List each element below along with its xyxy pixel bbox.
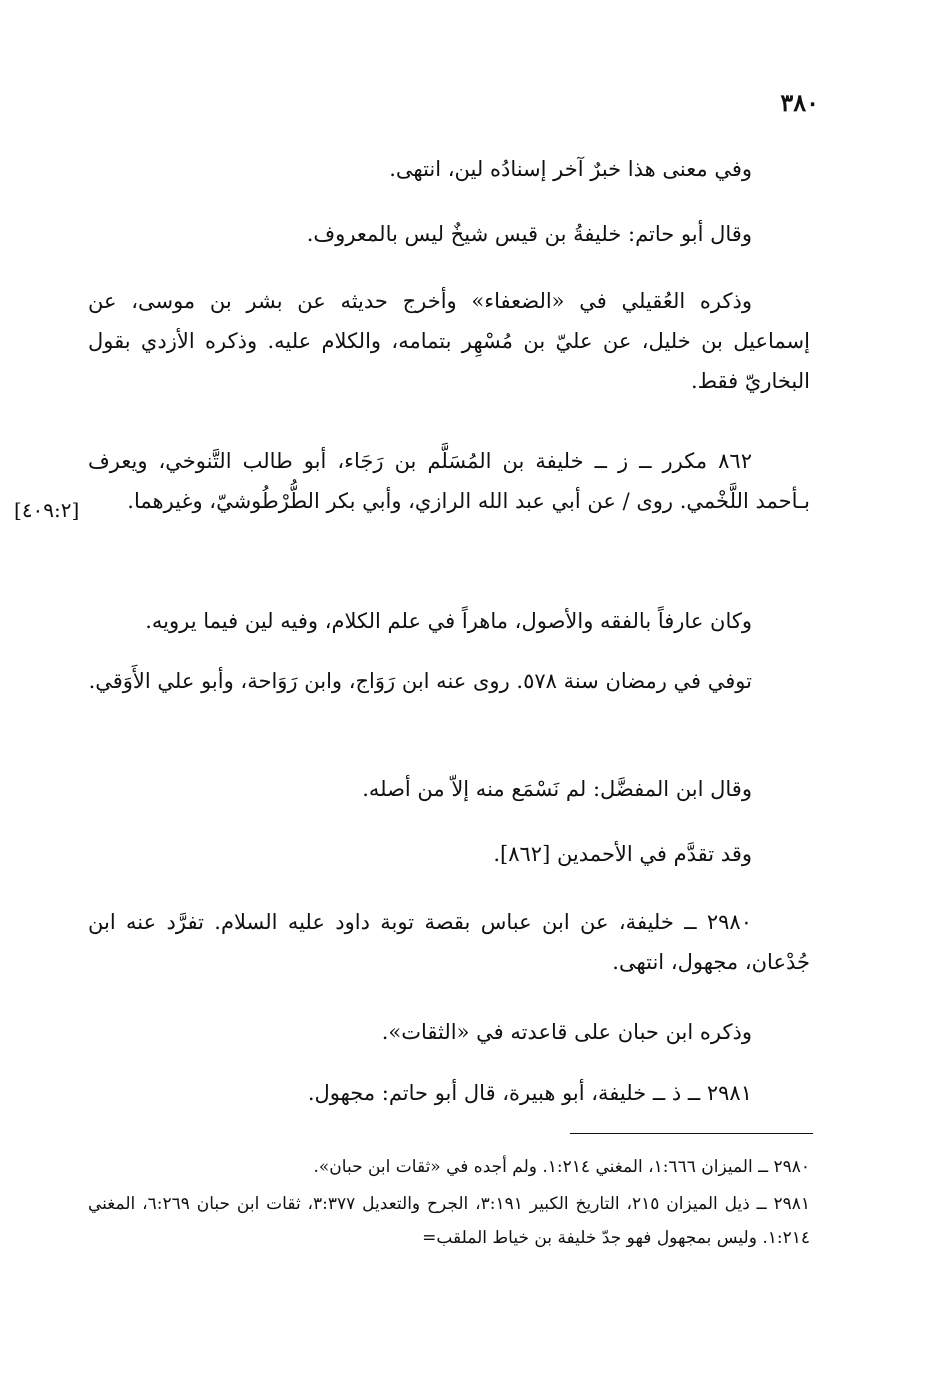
paragraph-8: وقد تقدَّم في الأحمدين [٨٦٢]. xyxy=(493,842,752,866)
footnote-divider xyxy=(570,1133,813,1134)
margin-reference: [٤٠٩:٢] xyxy=(14,498,80,522)
paragraph-2: وقال أبو حاتم: خليفةُ بن قيس شيخٌ ليس بالمعروف. xyxy=(306,222,752,246)
paragraph-11-entry-2981: ٢٩٨١ ــ ذ ــ خليفة، أبو هبيرة، قال أبو حاتم: مجهول. xyxy=(307,1081,752,1105)
paragraph-5: وكان عارفاً بالفقه والأصول، ماهراً في علم الكلام، وفيه لين فيما يرويه. xyxy=(145,609,752,633)
paragraph-3: وذكره العُقيلي في «الضعفاء» وأخرج حديثه عن بشر بن موسى، عن إسماعيل بن خليل، عن عليّ بن مُسْهِر بتمامه، والكلام عليه. وذكره الأزدي بقول البخاريّ فقط. xyxy=(88,289,810,393)
paragraph-6: توفي في رمضان سنة ٥٧٨. روى عنه ابن رَوَاج، وابن رَوَاحة، وأبو علي الأَوَقي. xyxy=(88,669,752,693)
paragraph-4-entry-862: ٨٦٢ مكرر ــ ز ــ خليفة بن المُسَلَّم بن رَجَاء، أبو طالب التَّنوخي، ويعرف بـأحمد اللَّخْمي. روى / عن أبي عبد الله الرازي، وأبي بكر الطُّرْطُوشيّ، وغيرهما. xyxy=(88,449,810,513)
paragraph-9-entry-2980: ٢٩٨٠ ــ خليفة، عن ابن عباس بقصة توبة داود عليه السلام. تفرَّد عنه ابن جُدْعان، مجهول، انتهى. xyxy=(88,910,810,974)
page-number: ٣٨٠ xyxy=(780,88,819,117)
paragraph-10: وذكره ابن حبان على قاعدته في «الثقات». xyxy=(381,1020,752,1044)
footnote-2981: ٢٩٨١ ــ ذيل الميزان ٢١٥، التاريخ الكبير ٣:١٩١، الجرح والتعديل ٣:٣٧٧، ثقات ابن حبان ٦:٢٦٩، المغني ١:٢١٤. وليس بمجهول فهو جدّ خليفة بن خياط الملقب= xyxy=(88,1194,811,1248)
footnote-2980: ٢٩٨٠ ــ الميزان ١:٦٦٦، المغني ١:٢١٤. ولم أجده في «ثقات ابن حبان». xyxy=(313,1157,810,1177)
paragraph-7: وقال ابن المفضَّل: لم نَسْمَع منه إلاّ من أصله. xyxy=(362,777,752,801)
paragraph-1: وفي معنى هذا خبرٌ آخر إسنادُه لين، انتهى. xyxy=(389,157,752,181)
